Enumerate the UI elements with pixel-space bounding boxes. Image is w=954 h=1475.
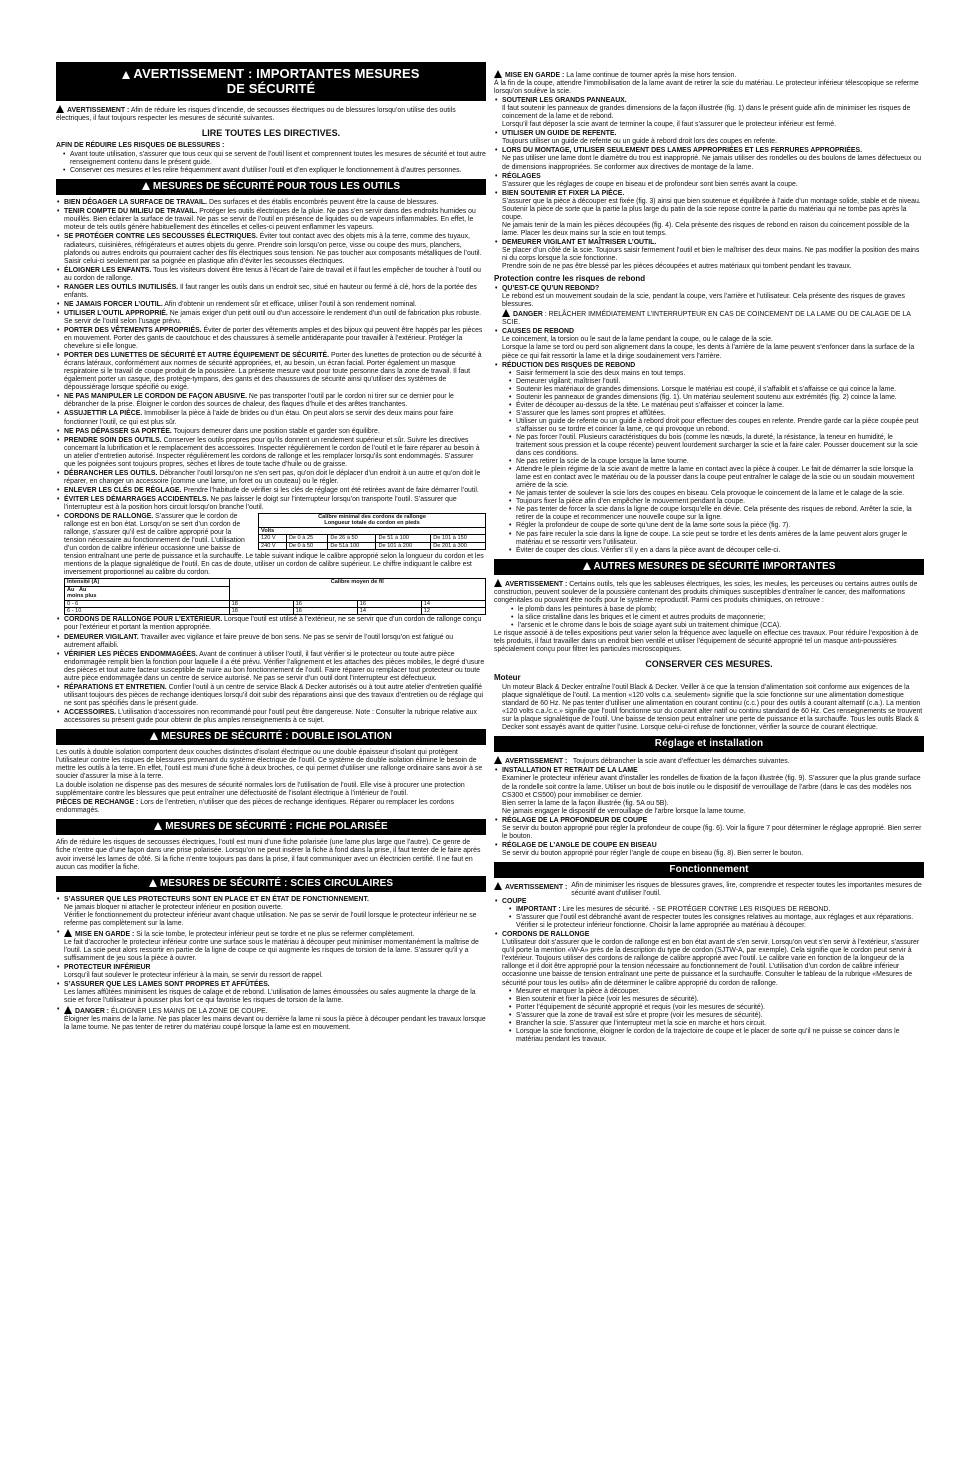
paragraph: Le risque associé à de telles expositions peut varier selon la fréquence avec laquelle on effectue ces travaux. Pour réduire l’exposition à de tels produits, il faut travailler dans un endroit bien ventilé et utiliser l’équipement de sécurité approprié tel un masque anti-poussières spécialement conçu pour filtrer les particules microscopiques. xyxy=(494,629,919,654)
right-list xyxy=(494,97,924,271)
list-item: • LORS DU MONTAGE, UTILISER SEULEMENT DES LAMES APPROPRIÉES ET LES FERRURES APPROPRIÉES. Ne pas utiliser une lame dont le diamètre du trou est inapproprié. Ne jamais utiliser des rondelles ou des boulons de lames défectueux ou de dimensions inappropriées. Se conformer aux directives de montage de la lame. xyxy=(502,147,924,171)
main-warning-banner xyxy=(56,62,486,101)
read-directives-heading: LIRE TOUTES LES DIRECTIVES. xyxy=(201,128,341,139)
list-item: • RÉGLAGE DE L’ANGLE DE COUPE EN BISEAU Se servir du bouton approprié pour régler l’angle de coupe en biseau (fig. 8). Bien serrer le bouton. xyxy=(502,842,924,858)
list-item: • CORDONS DE RALLONGE L’utilisateur doit s’assurer que le cordon de rallonge est en bon état avant de s’en servir. Lorsqu’on veut s’en servir à l’extérieur, s’assurer qu’il porte la mention «W-A» près de la description du type de cordon (SJTW-A, par exemple). Cela signifie que le cordon peut servir à l’extérieur. Toujours utiliser des cordons de rallonge de calibre approprié avec l’outil. Le calibre varie en fonction de la longueur de la rallonge et il doit être approprié pour la tension nécessaire au fonctionnement de l’outil. L’utilisation d’un cordon de calibre inférieur occasionne une baisse de tension entraînant une perte de puissance et la surchauffe. Consulter le tableau de la rubrique «Mesures de sécurité pour tous les outils» afin de déterminer le calibre approprié du cordon de rallonge. • Mesurer et marquer la pièce à découper. • Bien soutenir et fixer la pièce (voir les mesures de sécurité). • Porter l’équipement de sécurité approprié et requis (voir les mesures de sécurité). • S’assurer que la zone de travail est sûre et propre (voir les mesures de sécurité). • Brancher la scie. S’assurer que l’interrupteur met la scie en marche et hors circuit. • Lorsque la scie fonctionne, éloigner le cordon de la trajectoire de coupe et le placer de sorte qu’il ne puisse se coincer dans le matériau pendant les travaux. xyxy=(502,931,924,1044)
circular-saw-list xyxy=(56,896,486,1033)
section-circular-saws-header xyxy=(56,876,486,892)
operation-warning: AVERTISSEMENT : Afin de minimiser les risques de blessures graves, lire, comprendre et respecter toutes les importantes mesures de sécurité avant d’utiliser l’outil. xyxy=(494,882,924,898)
warning-triangle-icon xyxy=(154,822,162,830)
list-item: • Ne pas faire reculer la scie dans la ligne de coupe. La scie peut se tordre et les dents arrières de la lame peuvent alors gruger le matériau et se ressortir vers l’utilisateur. xyxy=(516,531,924,547)
section-title: MESURES DE SÉCURITÉ POUR TOUS LES OUTILS xyxy=(152,181,401,193)
keep-instructions-heading: CONSERVER CES MESURES. xyxy=(645,659,773,670)
list-item: • INSTALLATION ET RETRAIT DE LA LAME Examiner le protecteur inférieur avant d’installer les rondelles de fixation de la façon illustrée (fig. 9). S’assurer que la plus grande surface de la rondelle soit contre la lame. Utiliser un bout de bois inutile ou le dispositif de verrouillage de l’arbre (dans le cas des modèles nos CS300 et CS500) pour immobiliser ce dernier. Bien serrer la lame de la façon illustrée (fig. 5A ou 5B). Ne jamais engager le dispositif de verrouillage de l’arbre lorsque la lame tourne. xyxy=(502,767,924,815)
list-item: • ÉVITER LES DÉMARRAGES ACCIDENTELS. Ne pas laisser le doigt sur l’interrupteur lorsqu’on transporte l’outil. S’assurer que l’interrupteur est à la position hors circuit lorsqu’on branche l’outil. xyxy=(64,496,486,512)
list-item: • ACCESSOIRES. L’utilisation d’accessoires non recommandé pour l’outil peut être dangereuse. Note : Consulter la rubrique relative aux accessoires su présent guide pour obtenir de plus amples renseignements à ce sujet. xyxy=(64,709,486,725)
list-item: • Porter l’équipement de sécurité approprié et requis (voir les mesures de sécurité). xyxy=(516,1004,924,1012)
list-item: • PORTER DES LUNETTES DE SÉCURITÉ ET AUTRE ÉQUIPEMENT DE SÉCURITÉ. Porter des lunettes de protection ou de sécurité à écrans latéraux, conformément aux normes de sécurité appropriées, et, au besoin, un écran facial. Porter également un masque respiratoire si le travail de coupe produit de la poussière. La présente mesure vaut pour toute personne dans la zone de travail. Il faut également porter un casque, des protège-tympans, des gants et des chaussures de sécurité ainsi qu’utiliser des systèmes de dépoussiérage lorsque spécifié ou exigé. xyxy=(64,352,486,392)
list-item: • Lorsque la scie fonctionne, éloigner le cordon de la trajectoire de coupe et le placer de sorte qu’il ne puisse se coincer dans le matériau pendant les travaux. xyxy=(516,1028,924,1044)
list-item: • DANGER : ÉLOIGNER LES MAINS DE LA ZONE DE COUPE. Éloigner les mains de la lame. Ne pas placer les mains devant ou derrière la lame ni sous la pièce à découper pendant les travaux lorsque la lame tourne. Ne pas tenter de retirer du matériau coupé lorsque la lame est en mouvement. xyxy=(64,1006,486,1032)
list-item: • RÉGLAGE DE LA PROFONDEUR DE COUPE Se servir du bouton approprié pour régler la profondeur de coupe (fig. 6). Voir la figure 7 pour déterminer le réglage approprié. Bien serrer le bouton. xyxy=(502,817,924,841)
all-tools-list xyxy=(56,199,486,725)
list-item: • NE PAS DÉPASSER SA PORTÉE. Toujours demeurer dans une position stable et garder son équilibre. xyxy=(64,428,486,436)
list-item: • Mesurer et marquer la pièce à découper. xyxy=(516,988,924,996)
section-title: Fonctionnement xyxy=(669,863,749,875)
gauge-table xyxy=(64,578,486,615)
table-row: 120 V De 0 à 25 De 26 à 50 De 51 à 100 De 101 à 150 xyxy=(259,535,486,542)
paragraph: AVERTISSEMENT : Toujours débrancher la scie avant d’effectuer les démarches suivantes. xyxy=(494,756,924,766)
main-warning-text: Afin de réduire les risques d’incendie, de secousses électriques ou de blessures lorsqu’on utilise des outils électriques, il faut toujours respecter les mesures de sécurité suivantes. xyxy=(56,107,456,123)
list-item: • NE PAS MANIPULER LE CORDON DE FAÇON ABUSIVE. Ne pas transporter l’outil par le cordon ni tirer sur ce dernier pour le débrancher de la prise. Éloigner le cordon des sources de chaleur, des flaques d’huile et des arêtes tranchantes. xyxy=(64,393,486,409)
list-item: • PORTER DES VÊTEMENTS APPROPRIÉS. Éviter de porter des vêtements amples et des bijoux qui peuvent être happés par les pièces en mouvement. Porter des gants de caoutchouc et des chaussures à semelle antidérapante pour travailler à l’extérieur. Protéger la chevelure si elle longue. xyxy=(64,327,486,351)
list-item: • S’assurer que la zone de travail est sûre et propre (voir les mesures de sécurité). xyxy=(516,1012,924,1020)
list-item: • S’assurer que l’outil est débranché avant de respecter toutes les consignes relatives au montage, aux réglages et aux réparations. Vérifier si le protecteur inférieur fonctionne. Choisir la lame appropriée au matériau à découper. xyxy=(516,914,924,930)
warning-triangle-icon xyxy=(56,105,64,113)
list-item: • RANGER LES OUTILS INUTILISÉS. Il faut ranger les outils dans un endroit sec, situé en hauteur ou fermé à clé, hors de la portée des enfants. xyxy=(64,284,486,300)
cords-sublist xyxy=(502,988,924,1044)
paragraph: AVERTISSEMENT : Certains outils, tels que les sableuses électriques, les scies, les meules, les perceuses ou certains autres outils de construction, peuvent soulever de la poussière contenant des produits chimiques susceptibles d’entraîner le cancer, des malformations congénitales ou pouvant être nocifs pour le système reproductif. Parmi ces produits chimiques, on retrouve : xyxy=(494,580,918,604)
section-title: MESURES DE SÉCURITÉ : SCIES CIRCULAIRES xyxy=(159,877,394,889)
list-item: • DEMEURER VIGILANT ET MAÎTRISER L’OUTIL. Se placer d’un côté de la scie. Toujours saisir fermement l’outil et bien le maîtriser des deux mains. Ne pas modifier la position des mains ni du corps lorsque la scie fonctionne. Prendre soin de ne pas être blessé par les pièces découpées et autres matériaux qui tombent pendant les travaux. xyxy=(502,239,924,271)
warning-triangle-icon xyxy=(150,732,158,740)
paragraph: MISE EN GARDE : La lame continue de tourner après la mise hors tension. À la fin de la coupe, attendre l’immobilisation de la lame avant de retirer la scie du matériau. Le protecteur inférieur télescopique se referme lorsqu’on soulève la scie. xyxy=(494,72,919,96)
section-polarized-header xyxy=(56,819,486,835)
list-item: • S’assurer que les lames sont propres et affûtées. xyxy=(516,410,924,418)
list-item-extension-cords xyxy=(64,513,486,615)
main-warning-label: AVERTISSEMENT : xyxy=(67,107,130,114)
list-item: • NE JAMAIS FORCER L’OUTIL. Afin d’obtenir un rendement sûr et efficace, utiliser l’outil à son rendement nominal. xyxy=(64,301,486,309)
list-item: • Conserver ces mesures et les relire fréquemment avant d’utiliser l’outil et d’en expliquer le fonctionnement à d’autres personnes. xyxy=(70,167,486,175)
section-operation-header xyxy=(494,862,924,878)
list-item: • S’ASSURER QUE LES PROTECTEURS SONT EN PLACE ET EN ÉTAT DE FONCTIONNEMENT. Ne jamais bloquer ni attacher le protecteur inférieur en position ouverte. Vérifier le fonctionnement du protecteur inférieur avant chaque utilisation. Ne pas se servir de l’outil lorsque le protecteur inférieur ne se referme pas complètement sur la lame. xyxy=(64,896,486,928)
section-double-isolation-header xyxy=(56,729,486,745)
list-item: • RÉDUCTION DES RISQUES DE REBOND • Saisir fermement la scie des deux mains en tout temps. • Demeurer vigilant; maîtriser l’outil. • Soutenir les matériaux de grandes dimensions. Lorsque le matériau est coupé, il s’affaiblit et s’affaisse ce qui coince la lame. • Soutenir les panneaux de grandes dimensions (fig. 1). Un matériau seulement soutenu aux extrémités (fig. 2) coince la lame. • Éviter de découper au-dessus de la tête. Le matériau peut s’affaisser et coincer la lame. • S’assurer que les lames sont propres et affûtées. • Utiliser un guide de refente ou un guide à rebord droit pour effectuer des coupes en refente. Prendre garde car la pièce coupée peut s’affaisser ou se tordre et coincer la lame, ce qui provoque un rebond. • Ne pas forcer l’outil. Plusieurs caractéristiques du bois (comme les nœuds, la dureté, la résistance, la teneur en humidité, le traitement sous pression et la coupe récente) peuvent lourdement surcharger la scie et la faire caler. Pousser doucement sur la scie dans ces conditions. • Ne pas retirer la scie de la coupe lorsque la lame tourne. • Attendre le plein régime de la scie avant de mettre la lame en contact avec la pièce à couper. Le fait de démarrer la scie lorsque la lame est en contact avec le matériau ou de la pousser dans la coupe peut entraîner le calage de la scie ou un soudain mouvement arrière de la scie. • Ne jamais tenter de soulever la scie lors des coupes en biseau. Cela provoque le coincement de la lame et le calage de la scie. • Toujours fixer la pièce afin d’en empêcher le mouvement pendant la coupe. • Ne pas tenter de forcer la scie dans la ligne de coupe lorsqu’elle en dévie. Cela présente des risques de rebond. Arrêter la scie, la retirer de la coupe et recommencer une nouvelle coupe sur la ligne. • Régler la profondeur de coupe de sorte qu’une dent de la lame sorte sous la pièce (fig. 7). • Ne pas faire reculer la scie dans la ligne de coupe. La scie peut se tordre et les dents arrières de la lame peuvent alors gruger le matériau et se ressortir vers l’utilisateur. • Éviter de couper des clous. Vérifier s’il y en a dans la pièce avant de découper celle-ci. xyxy=(502,362,924,555)
section-title: MESURES DE SÉCURITÉ : FICHE POLARISÉE xyxy=(165,821,388,833)
cord-lead: CORDONS DE RALLONGE. xyxy=(64,513,154,521)
list-item: • CORDONS DE RALLONGE POUR L’EXTÉRIEUR. Lorsque l’outil est utilisé à l’extérieur, ne se servir que d’un cordon de rallonge conçu pour l’extérieur et portant la mention appropriée. xyxy=(64,616,486,632)
paragraph: Les outils à double isolation comportent deux couches distinctes d’isolant électrique ou une double épaisseur d’isolant qui protègent l’utilisateur contre les risques de blessures provenant du système électrique de l’outil. Ce système de double isolation élimine le besoin de mettre les outils à la terre. En effet, l’outil est muni d’une fiche à deux broches, ce qui permet d’utiliser une rallonge ordinaire sans avoir à se soucier d’assurer la mise à la terre. xyxy=(56,749,483,781)
chemicals-list xyxy=(494,606,924,630)
main-title-line2: DE SÉCURITÉ xyxy=(226,81,316,96)
table-row: 6 - 10 18 16 14 12 xyxy=(65,608,486,615)
list-item: • UTILISER L’OUTIL APPROPRIÉ. Ne jamais exiger d’un petit outil ou d’un accessoire le rendement d’un outil de fabrication plus robuste. Se servir de l’outil selon l’usage prévu. xyxy=(64,310,486,326)
warning-triangle-icon xyxy=(494,70,502,78)
right-column xyxy=(494,70,924,1045)
list-item: • TENIR COMPTE DU MILIEU DE TRAVAIL. Protéger les outils électriques de la pluie. Ne pas s’en servir dans des endroits humides ou mouillés. Bien éclairer la surface de travail. Ne pas se servir de l’outil en présence de liquides ou de vapeurs inflammables. En effet, le moteur de tels outils génère habituellement des étincelles et celles-ci peuvent enflammer les vapeurs. xyxy=(64,208,486,232)
list-item: • CAUSES DE REBOND Le coincement, la torsion ou le saut de la lame pendant la coupe, ou le calage de la scie. Lorsque la lame se tord ou perd son alignement dans la coupe, les dents à l’arrière de la lame peuvent s’enfoncer dans la surface de la pièce ce qui fait ressortir la lame et la dirige soudainement vers l’arrière. xyxy=(502,328,924,360)
list-item: • Éviter de couper des clous. Vérifier s’il y en a dans la pièce avant de découper celle-ci. xyxy=(516,547,924,555)
warning-triangle-icon xyxy=(494,756,502,764)
list-item: • PROTECTEUR INFÉRIEUR Lorsqu’il faut soulever le protecteur inférieur à la main, se servir du ressort de rappel. xyxy=(64,964,486,980)
list-item: • Saisir fermement la scie des deux mains en tout temps. xyxy=(516,370,924,378)
list-item: • Ne pas tenter de forcer la scie dans la ligne de coupe lorsqu’elle en dévie. Cela présente des risques de rebond. Arrêter la scie, la retirer de la coupe et recommencer une nouvelle coupe sur la ligne. xyxy=(516,506,924,522)
list-item: • Attendre le plein régime de la scie avant de mettre la lame en contact avec la pièce à couper. Le fait de démarrer la scie lorsque la lame est en contact avec le matériau ou de la pousser dans la coupe peut entraîner le calage de la scie ou un soudain mouvement arrière de la scie. xyxy=(516,466,924,490)
list-item: • SOUTENIR LES GRANDS PANNEAUX. Il faut soutenir les panneaux de grandes dimensions de la façon illustrée (fig. 1) dans le présent guide afin de minimiser les risques de coincement de la lame et de rebond. Lorsqu’il faut déposer la scie avant de terminer la coupe, il faut s’assurer que le protecteur inférieur est fermé. xyxy=(502,97,924,129)
section-title: AUTRES MESURES DE SÉCURITÉ IMPORTANTES xyxy=(593,560,836,572)
section-other-safety-header xyxy=(494,559,924,575)
table-title: • Calibre minimal des cordons de rallonge Longueur totale du cordon en pieds xyxy=(259,514,486,528)
list-item: • S’ASSURER QUE LES LAMES SONT PROPRES ET AFFÛTÉES. Les lames affûtées minimisent les risques de calage et de rebond. L’utilisation de lames émoussées ou sales augmente la charge de la scie et force l’utilisateur à pousser plus fort ce qui favorise les risques de torsion de la lame. xyxy=(64,981,486,1005)
section-adjustment-header xyxy=(494,736,924,752)
list-item: • la silice cristalline dans les briques et le ciment et autres produits de maçonnerie; xyxy=(518,614,924,622)
main-warning-paragraph xyxy=(56,105,486,123)
list-item: • Avant toute utilisation, s’assurer que tous ceux qui se servent de l’outil lisent et comprennent toutes les mesures de sécurité et tout autre renseignement contenu dans le présent guide. xyxy=(70,151,486,167)
list-item: • UTILISER UN GUIDE DE REFENTE. Toujours utiliser un guide de refente ou un guide à rebord droit lors des coupes en refente. xyxy=(502,130,924,146)
list-item: • DÉBRANCHER LES OUTILS. Débrancher l’outil lorsqu’on ne s’en sert pas, qu’on doit le déplacer d’un endroit à un autre et qu’on doit le réparer, en changer un accessoire (comme une lame, un foret ou un couteau) ou le régler. xyxy=(64,470,486,486)
warning-triangle-icon xyxy=(64,929,72,937)
list-item: • Régler la profondeur de coupe de sorte qu’une dent de la lame sorte sous la pièce (fig. 7). xyxy=(516,522,924,530)
list-item: • Brancher la scie. S’assurer que l’interrupteur met la scie en marche et hors circuit. xyxy=(516,1020,924,1028)
section-all-tools-header xyxy=(56,179,486,195)
left-column xyxy=(56,62,486,1033)
list-item: • PRENDRE SOIN DES OUTILS. Conserver les outils propres pour qu’ils donnent un rendement supérieur et sûr. Suivre les directives concernant la lubrification et le remplacement des accessoires. Inspecter régulièrement le cordon de l’outil et le faire réparer au besoin à un atelier d’entretien autorisé. Inspecter régulièrement les cordons de rallonge et les remplacer lorsqu’ils sont endommagés. S’assurer que les poignées sont toujours propres, sèches et libres de toute tache d’huile ou de graisse. xyxy=(64,437,486,469)
list-item: • Demeurer vigilant; maîtriser l’outil. xyxy=(516,378,924,386)
cord-text: S’assurer que le cordon de rallonge est en bon état. Lorsqu’on se sert d’un cordon de rallonge, s’assurer qu’il est de calibre approprié pour la tension nécessaire au fonctionnement de l’outil. L’utilisation d’un cordon de calibre inférieur occasionne une baisse de tension entraînant une perte de puissance et la surchauffe. Le table suivant indique le calibre approprié selon la longueur du cordon et les mentions de la plaque signalétique de l’outil. En cas de doute, utiliser un cordon de calibre supérieur. Le chiffre indiquant le calibre est inversement proportionnel au calibre du cordon. xyxy=(64,513,484,577)
kickback-reduction-list xyxy=(502,370,924,555)
warning-triangle-icon xyxy=(583,562,591,570)
paragraph: Un moteur Black & Decker entraîne l’outil Black & Decker. Veiller à ce que la tension d’alimentation soit conforme aux exigences de la plaque signalétique de l’outil. La mention «120 volts c.a. seulement» signifie que la scie fonctionne sur une alimentation domestique standard de 60 Hz. Ne pas tenter d’utiliser une alimentation en courant continu (c.c.) pour des outils à courant alternatif (c.a.). La mention «120 volts c.a./c.c.» signifie que l’outil fonctionne sur du courant alter natif ou continu standard de 60 Hz. Ces renseignements se trouvent sur la plaque signalétique de l’outil. Une baisse de tension peut entraîner une perte de puissance et la surchauffe. Tous les outils Black & Decker sont essayés avant de quitter l’usine. Lorsque celui-ci refuse de fonctionner, vérifier la source de courant électrique. xyxy=(502,684,923,732)
list-item: • Éviter de découper au-dessus de la tête. Le matériau peut s’affaisser et coincer la lame. xyxy=(516,402,924,410)
operation-list xyxy=(494,898,924,1044)
list-item: • ÉLOIGNER LES ENFANTS. Tous les visiteurs doivent être tenus à l’écart de l’aire de travail et il faut les empêcher de toucher à l’outil ou au cordon de rallonge. xyxy=(64,267,486,283)
list-item: • RÉGLAGES S’assurer que les réglages de coupe en biseau et de profondeur sont bien serrés avant la coupe. xyxy=(502,173,924,189)
section-title: MESURES DE SÉCURITÉ : DOUBLE ISOLATION xyxy=(161,731,392,743)
kickback-list xyxy=(494,285,924,555)
list-item: • Utiliser un guide de refente ou un guide à rebord droit pour effectuer des coupes en refente. Prendre garde car la pièce coupée peut s’affaisser ou se tordre et coincer la lame, ce qui provoque un rebond. xyxy=(516,418,924,434)
list-item: • MISE EN GARDE : Si la scie tombe, le protecteur inférieur peut se tordre et ne plus se refermer complètement. Le fait d’accrocher le protecteur inférieur contre une surface sous le matériau à découper peut minimiser momentanément la maîtrise de l’outil. La scie peut alors ressortir en partie de la ligne de coupe ce qui augmente les risques de torsion de la lame. S’assurer qu’il y a suffisamment de jeu sous la pièce à ouvrer. xyxy=(64,929,486,963)
list-item: • VÉRIFIER LES PIÈCES ENDOMMAGÉES. Avant de continuer à utiliser l’outil, il faut vérifier si le protecteur ou toute autre pièce endommagée remplit bien la fonction pour laquelle il a été prévu. Vérifier l’alignement et les attaches des pièces mobiles, le degré d’usure des pièces et tout autre facteur susceptible de nuire au bon fonctionnement de l’outil. Faire réparer ou remplacer tout protecteur ou toute autre pièce endommagée dans un centre de service autorisé. Ne pas se servir d’un outil dont l’interrupteur est défectueux. xyxy=(64,651,486,683)
adjustment-list xyxy=(494,767,924,858)
main-title-line1: AVERTISSEMENT : IMPORTANTES MESURES xyxy=(133,66,420,81)
table-row: Intensité (A) Calibre moyen de fil xyxy=(65,579,486,586)
list-item: • Toujours fixer la pièce afin d’en empêcher le mouvement pendant la coupe. xyxy=(516,498,924,506)
list-item: • Ne jamais tenter de soulever la scie lors des coupes en biseau. Cela provoque le coincement de la lame et le calage de la scie. xyxy=(516,490,924,498)
section-title: Réglage et installation xyxy=(654,738,764,750)
motor-heading: Moteur xyxy=(494,673,521,683)
warning-triangle-icon xyxy=(64,1006,72,1014)
list-item: • SE PROTÉGER CONTRE LES SECOUSSES ÉLECTRIQUES. Éviter tout contact avec des objets mis à la terre, comme des tuyaux, radiateurs, cuisinières, réfrigérateurs et autres objets du genre. Prendre soin lorsqu’on perce, visse ou coupe des murs, planchers, plafonds ou autres endroits qui pourraient cacher des fils électriques sous tension. Ne pas toucher aux composants métalliques de l’outil. Saisir celui-ci seulement par sa poignée en plastique afin d’éviter les secousses électriques. xyxy=(64,233,486,265)
list-item: • l’arsenic et le chrome dans le bois de sciage ayant subi un traitement chimique (CCA). xyxy=(518,622,924,630)
paragraph: Afin de réduire les risques de secousses électriques, l’outil est muni d’une fiche polarisée (une lame plus large que l’autre). Ce genre de fiche n’entre que d’une façon dans une prise polarisée. Lorsqu’on ne peut insérer la fiche à fond dans la prise, il faut tenter de le faire après avoir inversé les lames de côté. Si la fiche n’entre toujours pas dans la prise, il faut communiquer avec un électricien certifié. Il ne faut en aucun cas modifier la fiche. xyxy=(56,839,481,871)
list-item: • le plomb dans les peintures à base de plomb; xyxy=(518,606,924,614)
table-row: 0 - 6 18 16 16 14 xyxy=(65,600,486,607)
warning-triangle-icon xyxy=(494,882,502,890)
list-item: • BIEN DÉGAGER LA SURFACE DE TRAVAIL. Des surfaces et des établis encombrés peuvent être la cause de blessures. xyxy=(64,199,486,207)
list-item: • ASSUJETTIR LA PIÈCE. Immobiliser la pièce à l’aide de brides ou d’un étau. On peut alors se servir des deux mains pour faire fonctionner l’outil, ce qui est plus sûr. xyxy=(64,410,486,426)
extension-cord-table xyxy=(258,513,486,550)
list-item: • RÉPARATIONS ET ENTRETIEN. Confier l’outil à un centre de service Black & Decker autorisés ou à tout autre atelier d’entretien qualifié utilisant toujours des pièces de rechange identiques lorsqu’il doit subir des réparations ainsi que des travaux d’entretien ou de réglage qui ne sont pas spécifiés dans le présent guide. xyxy=(64,684,486,708)
cutting-sublist xyxy=(502,906,924,930)
warning-triangle-icon xyxy=(494,579,502,587)
list-item: • Ne pas retirer la scie de la coupe lorsque la lame tourne. xyxy=(516,458,924,466)
kickback-heading: Protection contre les risques de rebond xyxy=(494,274,646,284)
list-item: • ENLEVER LES CLÉS DE RÉGLAGE. Prendre l’habitude de vérifier si les clés de réglage ont été retirées avant de faire démarrer l’outil. xyxy=(64,487,486,495)
table-row: Au Au moins plus xyxy=(65,586,486,600)
paragraph: PIÈCES DE RECHANGE : Lors de l’entretien, n’utiliser que des pièces de rechange identiques. Réparer ou remplacer les cordons endommagés. xyxy=(56,799,454,815)
warning-triangle-icon xyxy=(122,71,130,79)
list-item: • Soutenir les panneaux de grandes dimensions (fig. 1). Un matériau seulement soutenu aux extrémités (fig. 2) coince la lame. xyxy=(516,394,924,402)
table-row: 240 V De 0 à 50 De 51à 100 De 101 à 200 De 201 à 300 xyxy=(259,542,486,549)
reduce-risk-list xyxy=(56,151,486,175)
list-item: • COUPE • IMPORTANT : Lire les mesures de sécurité. - SE PROTÉGER CONTRE LES RISQUES DE REBOND. • S’assurer que l’outil est débranché avant de respecter toutes les consignes relatives au montage, aux réglages et aux réparations. Vérifier si le protecteur inférieur fonctionne. Choisir la lame appropriée au matériau à découper. xyxy=(502,898,924,930)
list-item: • QU’EST-CE QU’UN REBOND? Le rebond est un mouvement soudain de la scie, pendant la coupe, vers l’arrière et l’utilisateur. Cela présente des risques de graves blessures. DANGER : RELÂCHER IMMÉDIATEMENT L’INTERRUPTEUR EN CAS DE COINCEMENT DE LA LAME OU DE CALAGE DE LA SCIE. xyxy=(502,285,924,327)
list-item: • BIEN SOUTENIR ET FIXER LA PIÈCE. S’assurer que la pièce à découper est fixée (fig. 3) ainsi que bien soutenue et équilibrée à l’aide d’un montage solide, stable et de niveau. Soutenir la pièce de sorte que la partie la plus large du patin de la scie repose contre la partie du matériau qui ne tombe pas après la coupe. Ne jamais tenir de la main les pièces découpées (fig. 4). Cela présente des risques de rebond en raison du coincement possible de la lame. Placer les deux mains sur la scie en tout temps. xyxy=(502,190,924,238)
list-item: • Soutenir les matériaux de grandes dimensions. Lorsque le matériau est coupé, il s’affaiblit et s’affaisse ce qui coince la lame. xyxy=(516,386,924,394)
paragraph: La double isolation ne dispense pas des mesures de sécurité normales lors de l’utilisation de l’outil. Elle vise à procurer une protection supplémentaire contre les blessures que peut entraîner une défectuosité de l’isolant électrique à l’intérieur de l’outil. xyxy=(56,782,465,798)
list-item: • IMPORTANT : Lire les mesures de sécurité. - SE PROTÉGER CONTRE LES RISQUES DE REBOND. xyxy=(516,906,924,914)
table-volts-header: Volts xyxy=(259,527,486,534)
list-item: • Bien soutenir et fixer la pièce (voir les mesures de sécurité). xyxy=(516,996,924,1004)
reduce-risk-label: AFIN DE RÉDUIRE LES RISQUES DE BLESSURES : xyxy=(56,142,225,150)
warning-triangle-icon xyxy=(142,182,150,190)
list-item: • DEMEURER VIGILANT. Travailler avec vigilance et faire preuve de bon sens. Ne pas se servir de l’outil lorsqu’on est fatigué ou autrement affaibli. xyxy=(64,634,486,650)
warning-triangle-icon xyxy=(149,879,157,887)
list-item: • Ne pas forcer l’outil. Plusieurs caractéristiques du bois (comme les nœuds, la dureté, la résistance, la teneur en humidité, le traitement sous pression et la coupe récente) peuvent lourdement surcharger la scie et la faire caler. Pousser doucement sur la scie dans ces conditions. xyxy=(516,434,924,458)
warning-triangle-icon xyxy=(502,309,510,317)
